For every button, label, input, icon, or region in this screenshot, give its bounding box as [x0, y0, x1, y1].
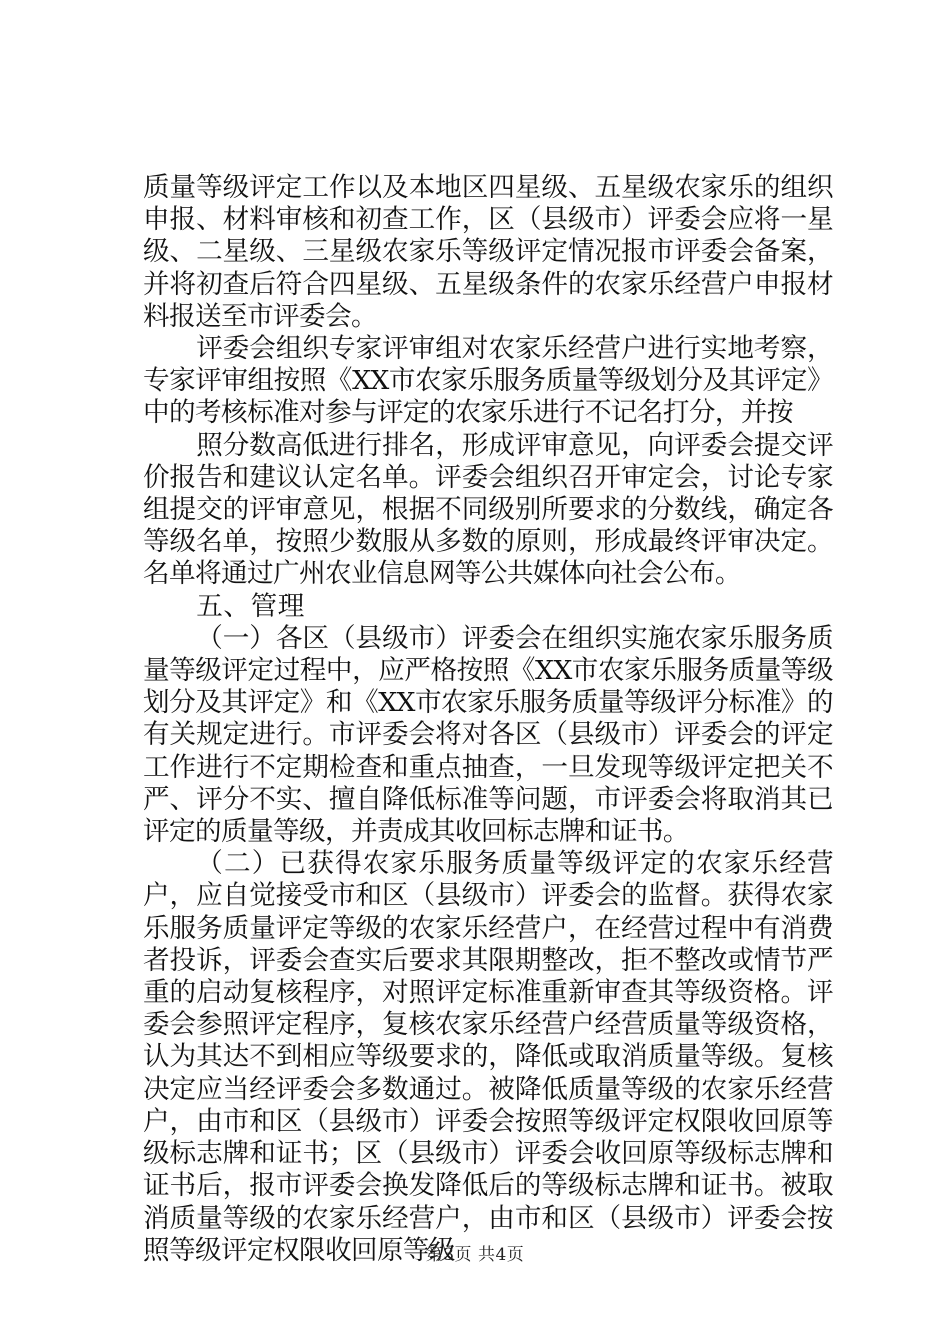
body-paragraph: （一）各区（县级市）评委会在组织实施农家乐服务质量等级评定过程中，应严格按照《XX市农家乐服务质量等级划分及其评定》和《XX市农家乐服务质量等级评分标准》的有关规定进行。市评委会将对各区（县级市）评委会的评定工作进行不定期检查和重点抽查，一旦发现等级评定把关不严、评分不实、擅自降低标准等问题，市评委会将取消其已评定的质量等级，并责成其收回标志牌和证书。 — [143, 622, 833, 848]
page-footer: 第3页 共4页 — [425, 1245, 525, 1265]
body-paragraph: 质量等级评定工作以及本地区四星级、五星级农家乐的组织申报、材料审核和初查工作，区（县级市）评委会应将一星级、二星级、三星级农家乐等级评定情况报市评委会备案，并将初查后符合四星级、五星级条件的农家乐经营户申报材料报送至市评委会。 — [143, 172, 833, 332]
document-body — [143, 172, 833, 1267]
body-paragraph: 评委会组织专家评审组对农家乐经营户进行实地考察，专家评审组按照《XX市农家乐服务质量等级划分及其评定》中的考核标准对参与评定的农家乐进行不记名打分，并按 — [143, 333, 833, 429]
body-paragraph: 照分数高低进行排名，形成评审意见，向评委会提交评价报告和建议认定名单。评委会组织召开审定会，讨论专家组提交的评审意见，根据不同级别所要求的分数线，确定各等级名单，按照少数服从多数的原则，形成最终评审决定。名单将通过广州农业信息网等公共媒体向社会公布。 — [143, 429, 833, 590]
section-heading: 五、管理 — [196, 590, 305, 622]
body-paragraph: （二）已获得农家乐服务质量等级评定的农家乐经营户，应自觉接受市和区（县级市）评委会的监督。获得农家乐服务质量评定等级的农家乐经营户，在经营过程中有消费者投诉，评委会查实后要求其限期整改，拒不整改或情节严重的启动复核程序，对照评定标准重新审查其等级资格。评委会参照评定程序，复核农家乐经营户经营质量等级资格，认为其达不到相应等级要求的，降低或取消质量等级。复核决定应当经评委会多数通过。被降低质量等级的农家乐经营户，由市和区（县级市）评委会按照等级评定权限收回原等级标志牌和证书；区（县级市）评委会收回原等级标志牌和证书后，报市评委会换发降低后的等级标志牌和证书。被取消质量等级的农家乐经营户，由市和区（县级市）评委会按照等级评定权限收回原等级 — [143, 848, 833, 1266]
